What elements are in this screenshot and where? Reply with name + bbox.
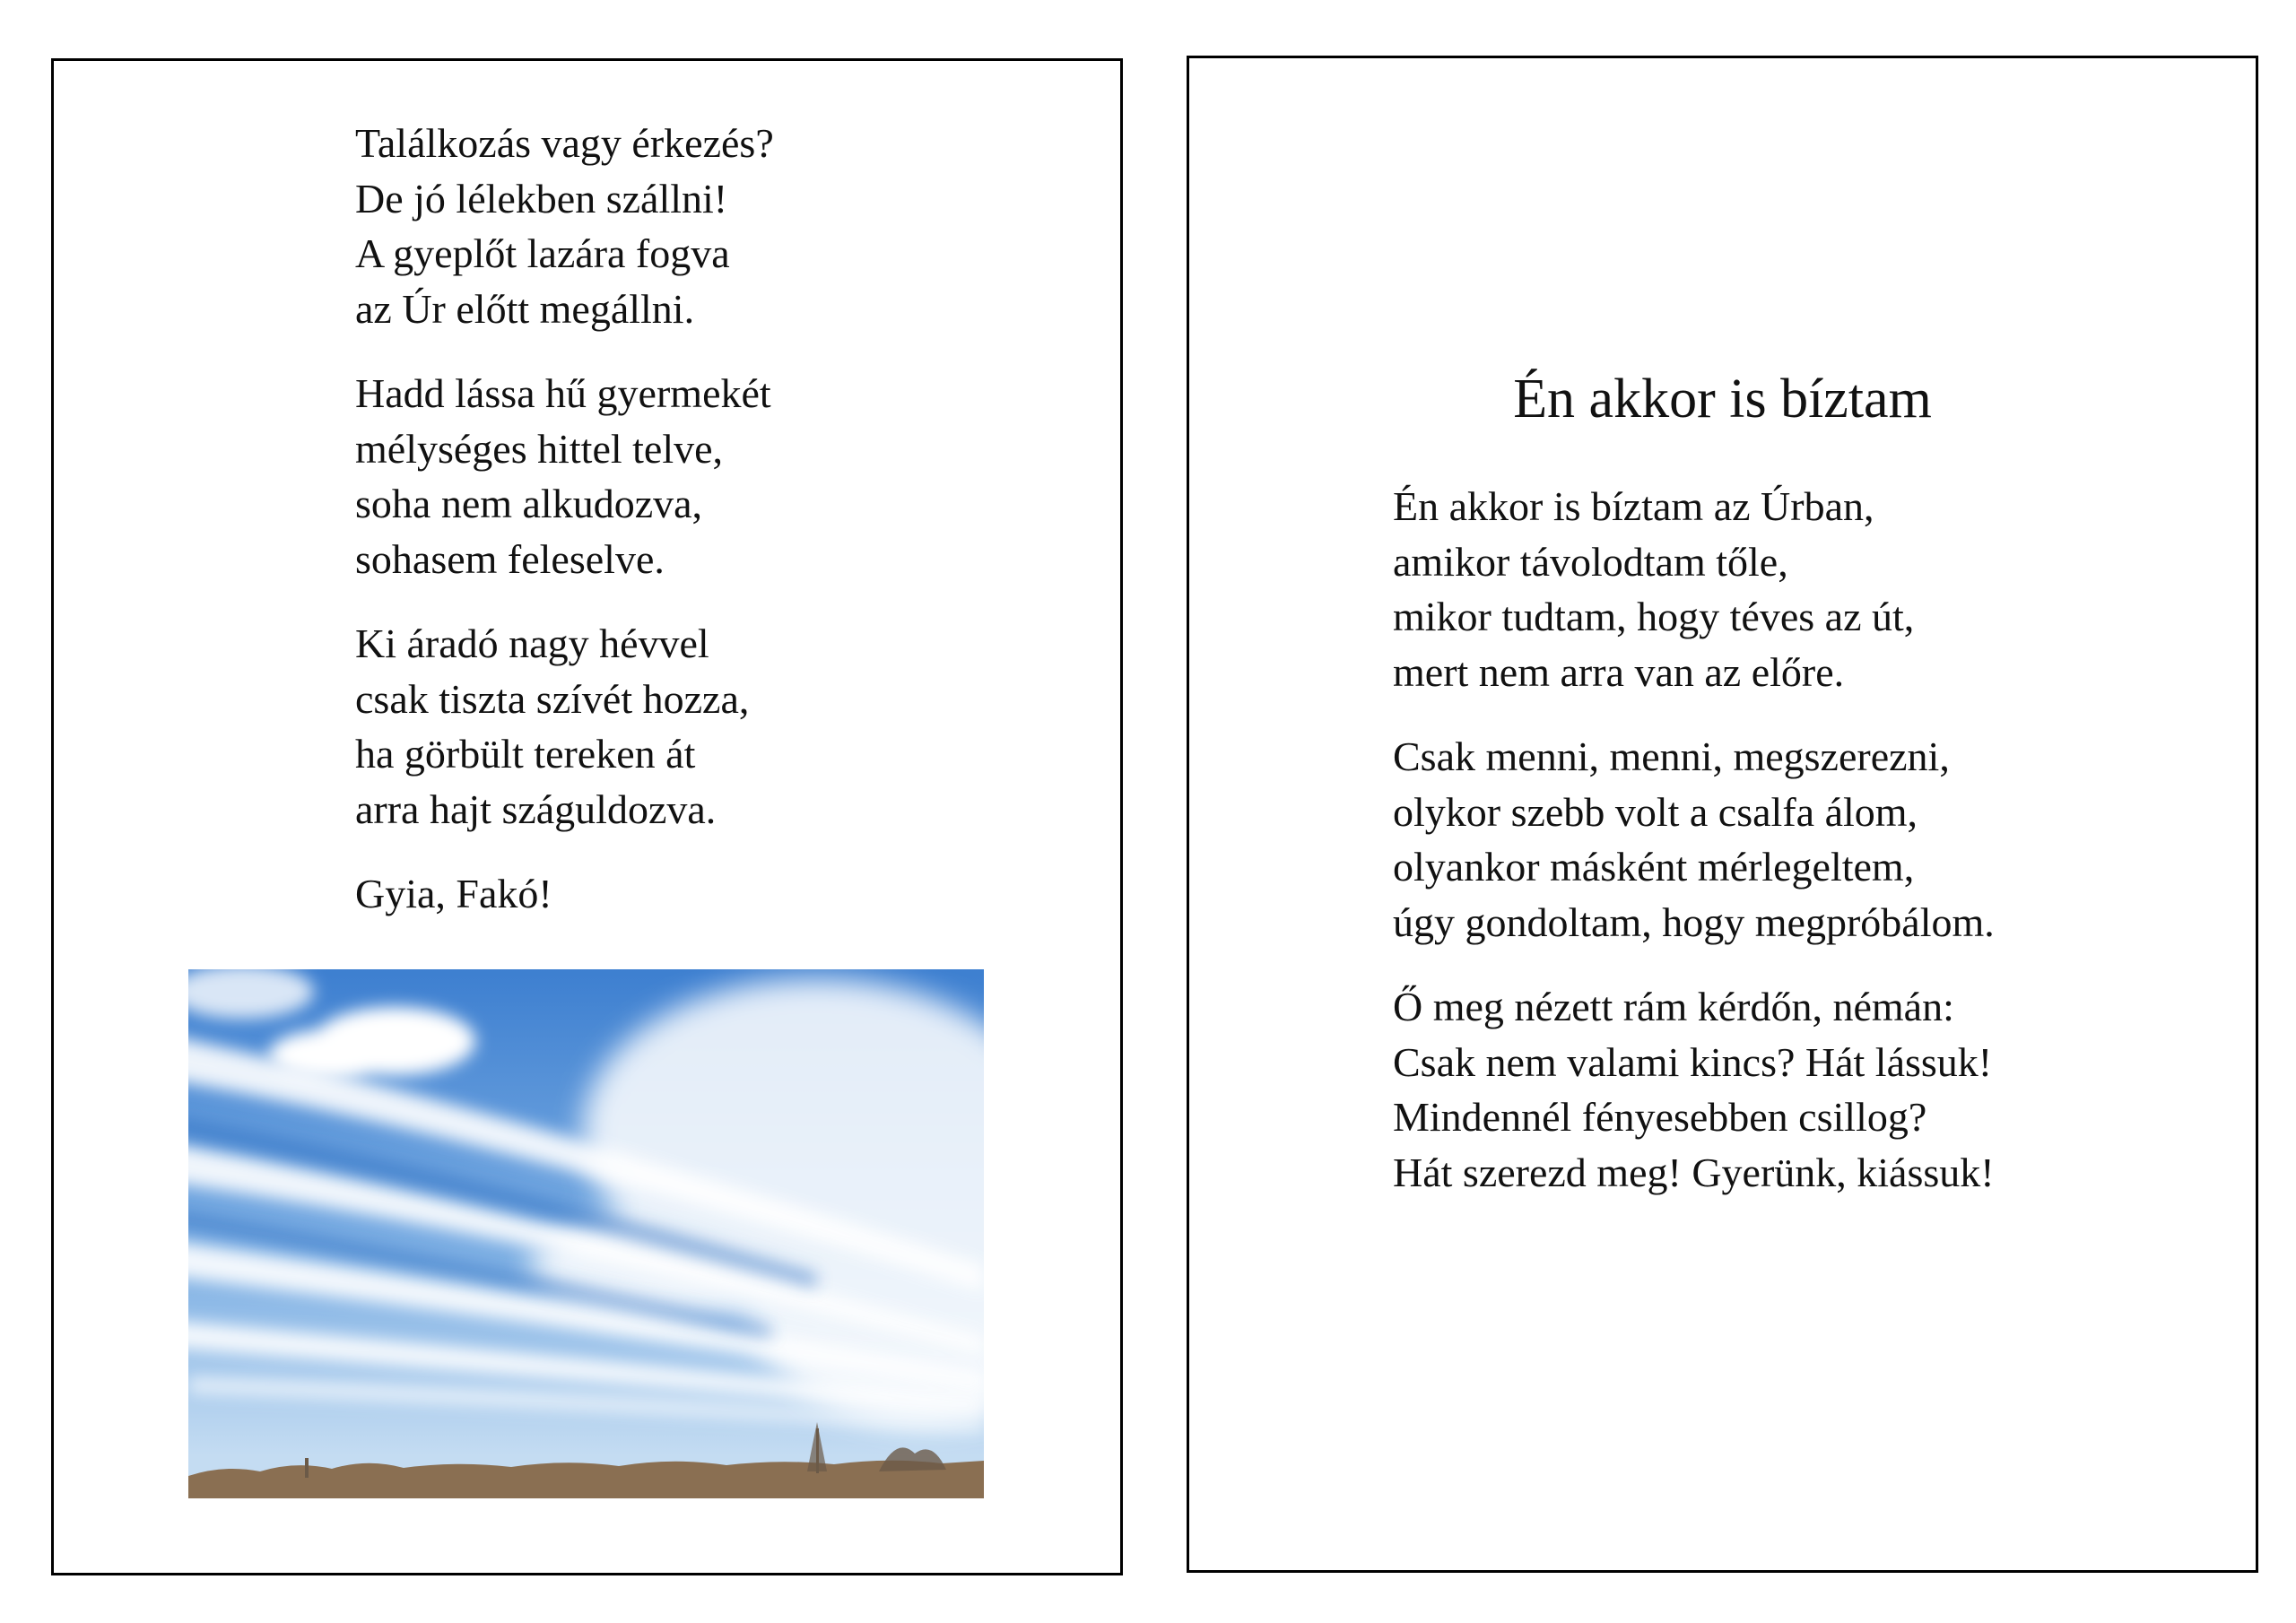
poem-line: úgy gondoltam, hogy megpróbálom.: [1393, 898, 1995, 945]
poem-line: az Úr előtt megállni.: [355, 285, 695, 332]
poem-line: Hadd lássa hű gyermekét: [355, 370, 771, 416]
right-stanza-2: [1393, 729, 1995, 950]
left-stanza-4: [355, 866, 552, 922]
poem-line: mikor tudtam, hogy téves az út,: [1393, 594, 1915, 639]
poem-line: arra hajt száguldozva.: [355, 785, 717, 832]
poem-line: Találkozás vagy érkezés?: [355, 120, 774, 166]
poem-line: csak tiszta szívét hozza,: [355, 675, 750, 722]
poem-line: Ő meg nézett rám kérdőn, némán:: [1393, 984, 1954, 1029]
poem-line: Ki áradó nagy hévvel: [355, 621, 709, 666]
poem-line: ha görbült tereken át: [355, 731, 696, 777]
poem-line: A gyeplőt lazára fogva: [355, 230, 730, 276]
left-stanza-2: [355, 366, 771, 586]
right-stanza-3: [1393, 979, 1995, 1200]
poem-line: Hát szerezd meg! Gyerünk, kiássuk!: [1393, 1149, 1995, 1195]
poem-line: Csak nem valami kincs? Hát lássuk!: [1393, 1038, 1993, 1085]
poem-line: amikor távolodtam tőle,: [1393, 538, 1788, 585]
poem-title: Én akkor is bíztam: [1513, 369, 1932, 430]
poem-line: mélységes hittel telve,: [355, 425, 724, 472]
poem-line: Mindennél fényesebben csillog?: [1393, 1094, 1927, 1140]
poem-line: Gyia, Fakó!: [355, 871, 552, 916]
left-stanza-1: [355, 116, 774, 336]
sky-photo-image: [188, 969, 984, 1498]
poem-line: olykor szebb volt a csalfa álom,: [1393, 788, 1918, 835]
sky-photo: [188, 969, 984, 1498]
poem-line: Én akkor is bíztam az Úrban,: [1393, 483, 1874, 529]
right-stanza-1: [1393, 479, 1914, 699]
left-page: [51, 58, 1123, 1575]
left-stanza-3: [355, 616, 749, 837]
poem-line: olyankor másként mérlegeltem,: [1393, 844, 1915, 890]
poem-line: soha nem alkudozva,: [355, 481, 703, 526]
right-page: [1187, 56, 2258, 1573]
poem-line: De jó lélekben szállni!: [355, 175, 728, 221]
poem-line: sohasem feleselve.: [355, 535, 665, 582]
poem-line: Csak menni, menni, megszerezni,: [1393, 733, 1950, 779]
poem-line: mert nem arra van az előre.: [1393, 648, 1845, 695]
